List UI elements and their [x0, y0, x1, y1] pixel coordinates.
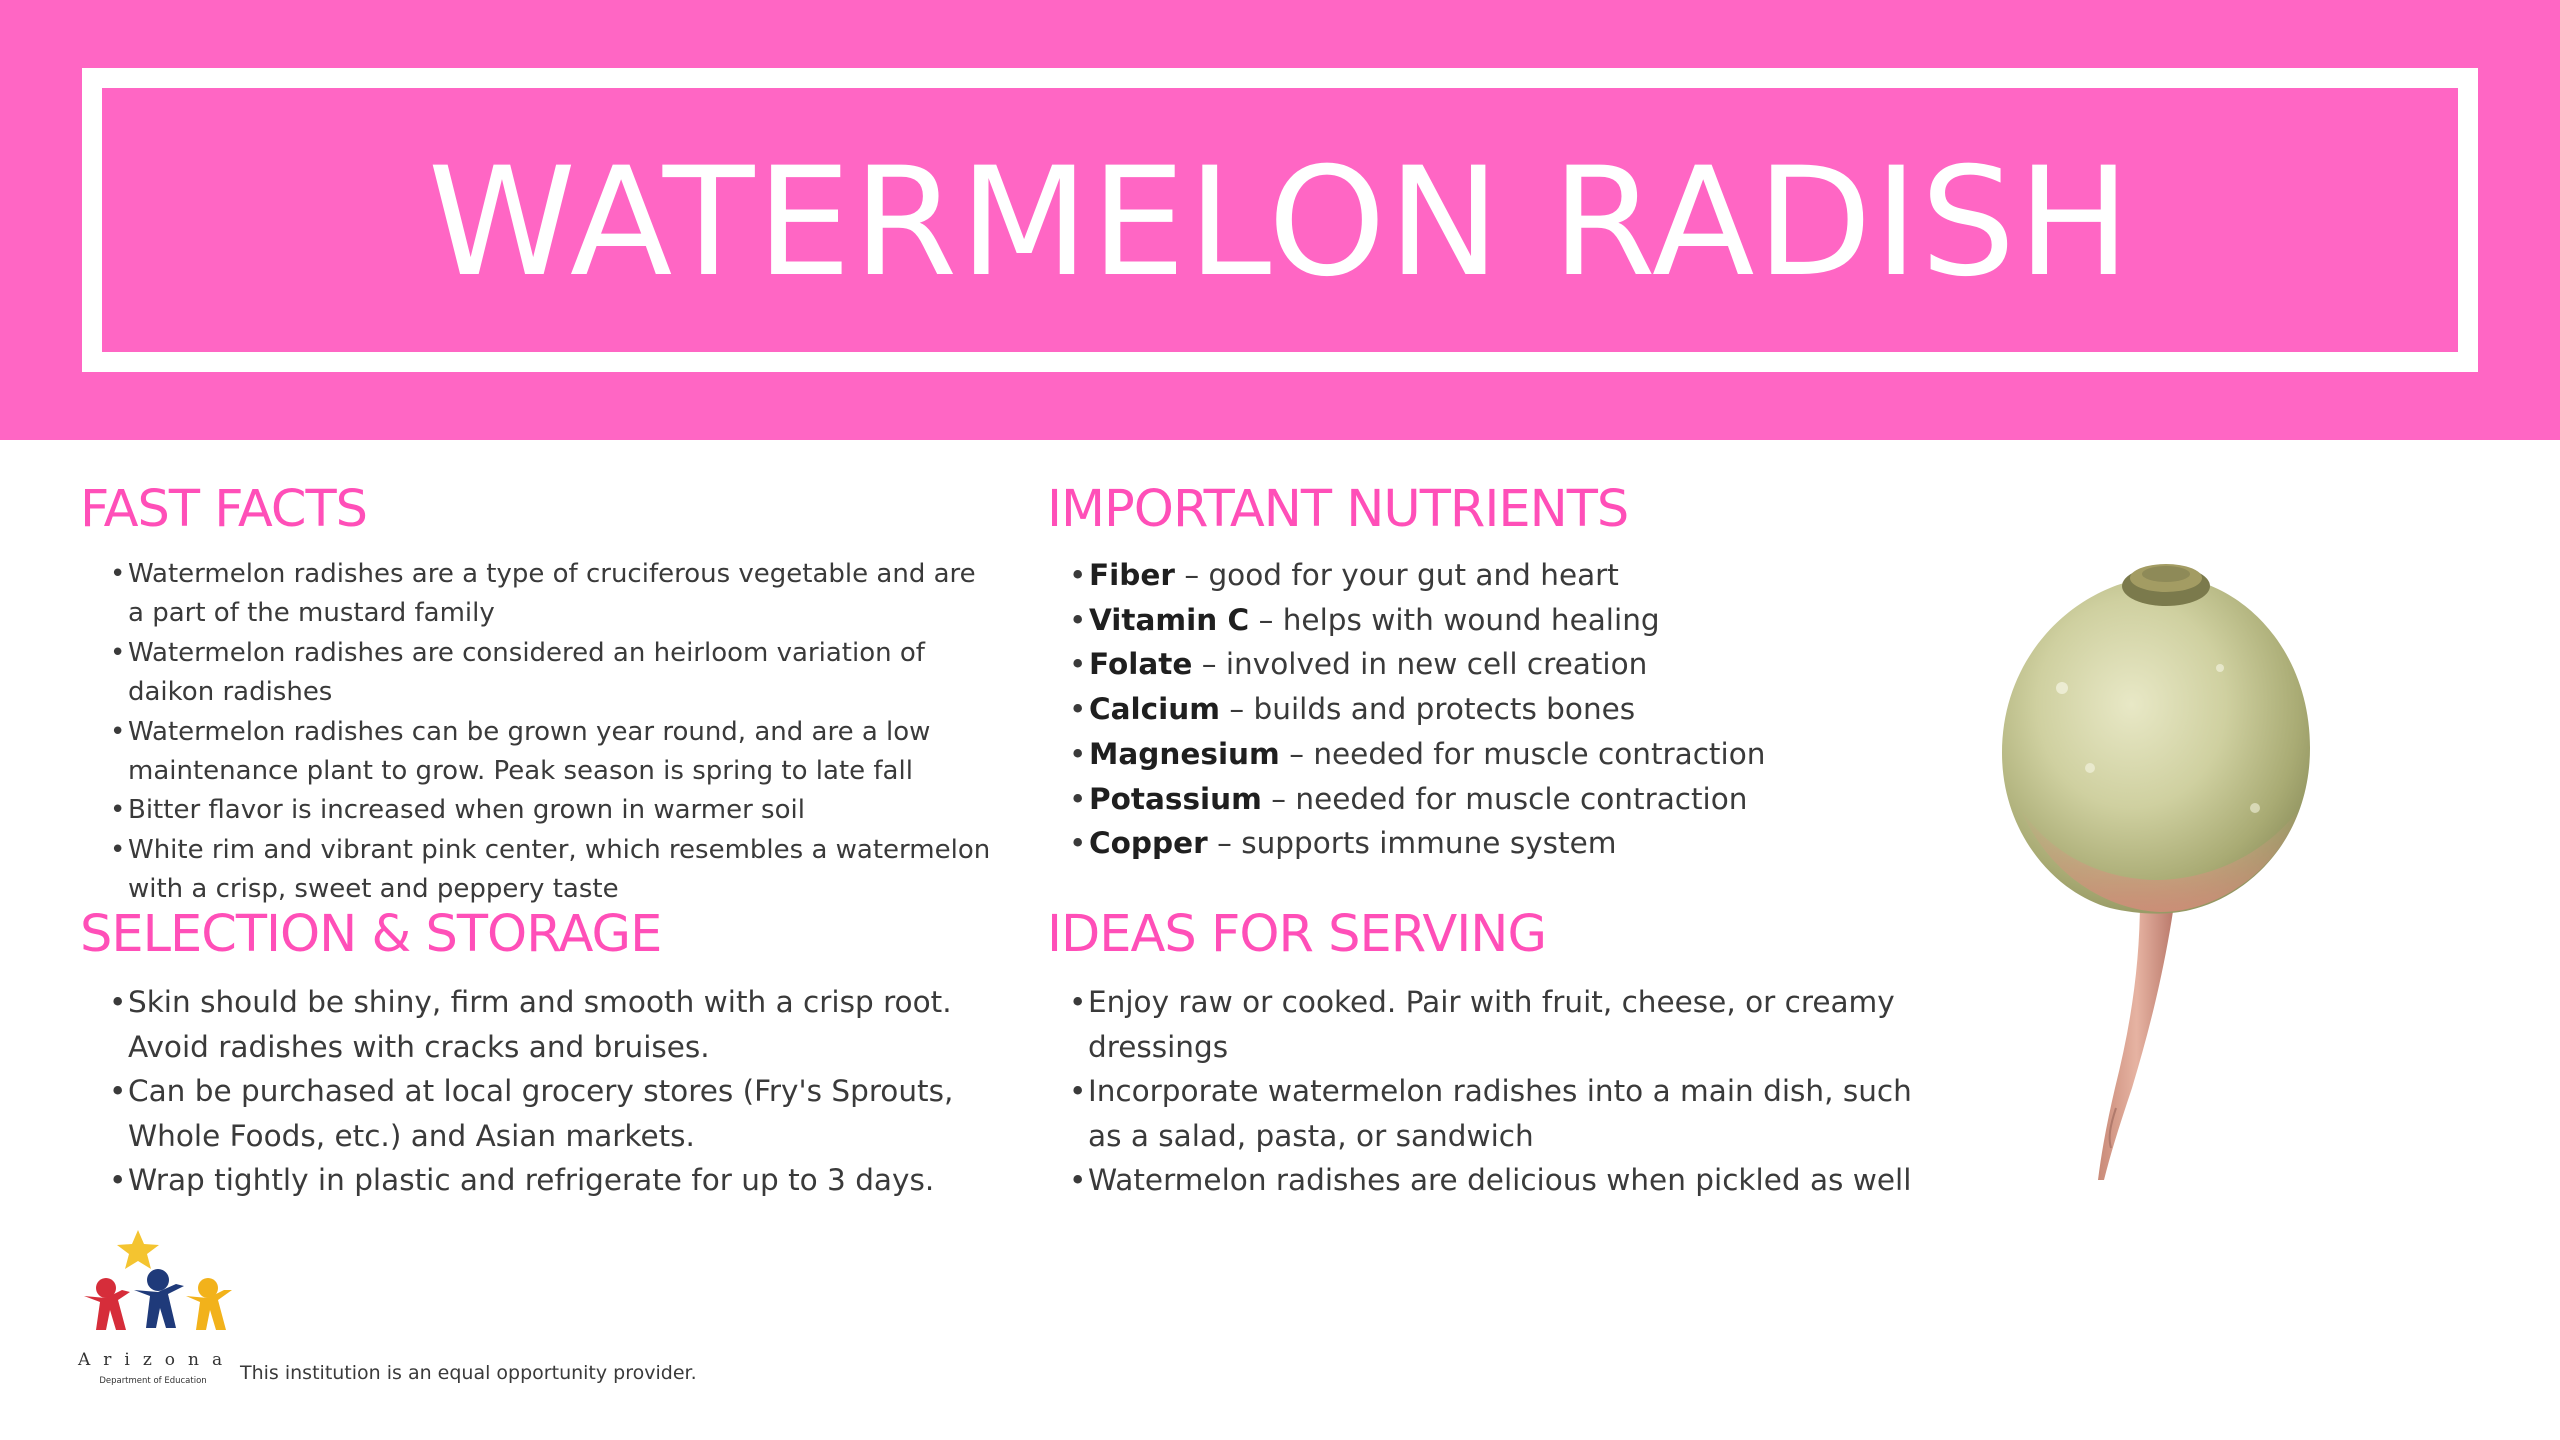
list-item: • Watermelon radishes are delicious when pickled as well	[1069, 1158, 1919, 1203]
page-title: WATERMELON RADISH	[427, 136, 2133, 310]
serving-list	[1069, 980, 1919, 1203]
nutrient-name: Calcium	[1089, 692, 1221, 727]
title-frame	[82, 68, 2478, 372]
disclaimer: This institution is an equal opportunity provider.	[240, 1362, 697, 1384]
list-item: • Watermelon radishes can be grown year round, and are a low maintenance plant to grow. Peak season is spring to late fall	[110, 713, 992, 792]
nutrient-item	[1069, 687, 1969, 732]
ideas-serving-heading: IDEAS FOR SERVING	[1047, 905, 1546, 964]
nutrient-desc: – builds and protects bones	[1220, 692, 1636, 727]
selection-storage-heading: SELECTION & STORAGE	[80, 905, 662, 964]
nutrient-item	[1069, 777, 1969, 822]
selection-storage-list	[109, 980, 989, 1203]
list-item: • Can be purchased at local grocery stores (Fry's Sprouts, Whole Foods, etc.) and Asian markets.	[109, 1069, 989, 1158]
nutrients-list	[1069, 553, 1969, 866]
logo-department: Department of Education	[99, 1376, 207, 1386]
nutrient-desc: – supports immune system	[1207, 826, 1617, 861]
list-item: • Enjoy raw or cooked. Pair with fruit, cheese, or creamy dressings	[1069, 980, 1919, 1069]
list-item: • Watermelon radishes are considered an heirloom variation of daikon radishes	[110, 634, 992, 713]
nutrient-name: Copper	[1089, 826, 1208, 861]
header-band	[0, 0, 2560, 440]
nutrient-name: Magnesium	[1089, 736, 1280, 771]
list-item: • Incorporate watermelon radishes into a main dish, such as a salad, pasta, or sandwich	[1069, 1069, 1919, 1158]
nutrient-name: Potassium	[1089, 781, 1262, 816]
nutrient-item	[1069, 732, 1969, 777]
nutrient-item	[1069, 642, 1969, 687]
nutrient-desc: – helps with wound healing	[1249, 602, 1660, 637]
list-item: • Bitter flavor is increased when grown in warmer soil	[110, 791, 992, 830]
fast-facts-list	[110, 555, 992, 910]
important-nutrients-heading: IMPORTANT NUTRIENTS	[1047, 480, 1629, 539]
list-item: • Watermelon radishes are a type of cruciferous vegetable and are a part of the mustard family	[110, 555, 992, 634]
nutrient-desc: – needed for muscle contraction	[1279, 736, 1766, 771]
nutrient-desc: – good for your gut and heart	[1174, 558, 1619, 592]
list-item: • White rim and vibrant pink center, which resembles a watermelon with a crisp, sweet and peppery taste	[110, 831, 992, 910]
nutrient-desc: – needed for muscle contraction	[1261, 781, 1748, 816]
nutrient-name: Folate	[1089, 647, 1193, 682]
fast-facts-heading: FAST FACTS	[80, 480, 368, 539]
nutrient-desc: – involved in new cell creation	[1192, 647, 1648, 682]
nutrient-name: Fiber	[1089, 558, 1175, 592]
nutrient-item	[1069, 553, 1969, 598]
logo-state-name: Arizona	[78, 1350, 236, 1370]
list-item: • Wrap tightly in plastic and refrigerate for up to 3 days.	[109, 1158, 989, 1203]
radish-photo	[1990, 548, 2340, 1188]
nutrient-item	[1069, 598, 1969, 643]
list-item: • Skin should be shiny, firm and smooth with a crisp root. Avoid radishes with cracks and bruises.	[109, 980, 989, 1069]
nutrient-name: Vitamin C	[1089, 602, 1250, 637]
nutrient-item	[1069, 821, 1969, 866]
